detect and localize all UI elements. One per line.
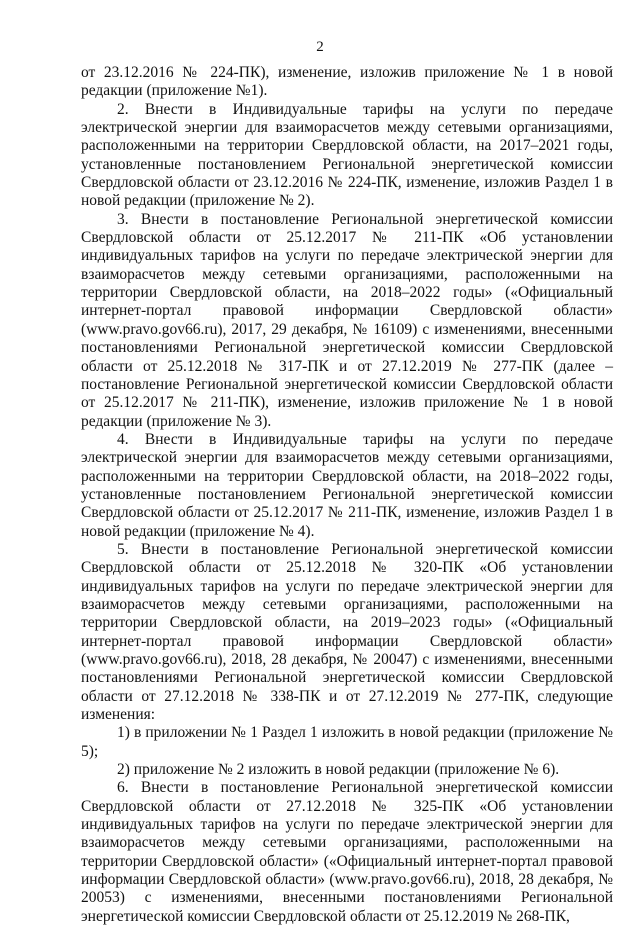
page-number: 2: [316, 39, 324, 55]
paragraph-subitem-2: 2) приложение № 2 изложить в новой редакции (приложение № 6).: [117, 761, 560, 779]
paragraph-subitem-1: 1) в приложении № 1 Раздел 1 изложить в новой редакции (приложение № 5);: [81, 724, 613, 760]
paragraph-item-2: 2. Внести в Индивидуальные тарифы на услуги по передаче электрической энергии для взаиморасчетов между сетевыми организациями, расположенными на территории Свердловской области, на 2017–2021 годы, установленные постановлением Региональной энергетической комиссии Свердловской области от 23.12.2016 № 224-ПК, изменение, изложив Раздел 1 в новой редакции (приложение № 2).: [81, 100, 613, 210]
paragraph-item-3: 3. Внести в постановление Региональной энергетической комиссии Свердловской области от 25.12.2017 № 211-ПК «Об установлении индивидуальных тарифов на услуги по передаче электрической энергии для взаиморасчетов между сетевыми организациями, расположенными на территории Свердловской области, на 2018–2022 годы» («Официальный интернет-портал правовой информации Свердловской области» (www.pravo.gov66.ru), 2017, 29 декабря, № 16109) с изменениями, внесенными постановлениями Региональной энергетической комиссии Свердловской области от 25.12.2018 № 317-ПК и от 27.12.2019 № 277-ПК (далее – постановление Региональной энергетической комиссии Свердловской области от 25.12.2017 № 211-ПК), изменение, изложив приложение № 1 в новой редакции (приложение № 3).: [81, 210, 613, 430]
paragraph-item-5: 5. Внести в постановление Региональной энергетической комиссии Свердловской области от 25.12.2018 № 320-ПК «Об установлении индивидуальных тарифов на услуги по передаче электрической энергии для взаиморасчетов между сетевыми организациями, расположенными на территории Свердловской области, на 2019–2023 годы» («Официальный интернет-портал правовой информации Свердловской области» (www.pravo.gov66.ru), 2018, 28 декабря, № 20047) с изменениями, внесенными постановлениями Региональной энергетической комиссии Свердловской области от 27.12.2018 № 338-ПК и от 27.12.2019 № 277-ПК, следующие изменения:: [81, 540, 613, 724]
document-body: [81, 64, 613, 926]
paragraph-continuation: от 23.12.2016 № 224-ПК), изменение, изложив приложение № 1 в новой редакции (приложение №1).: [81, 64, 613, 100]
paragraph-item-6: 6. Внести в постановление Региональной энергетической комиссии Свердловской области от 27.12.2018 № 325-ПК «Об установлении индивидуальных тарифов на услуги по передаче электрической энергии для взаиморасчетов между сетевыми организациями, расположенными на территории Свердловской области» («Официальный интернет-портал правовой информации Свердловской области» (www.pravo.gov66.ru), 2018, 28 декабря, № 20053) с изменениями, внесенными постановлениями Региональной энергетической комиссии Свердловской области от 25.12.2019 № 268-ПК,: [81, 779, 613, 925]
paragraph-item-4: 4. Внести в Индивидуальные тарифы на услуги по передаче электрической энергии для взаиморасчетов между сетевыми организациями, расположенными на территории Свердловской области, на 2018–2022 годы, установленные постановлением Региональной энергетической комиссии Свердловской области от 25.12.2017 № 211-ПК, изменение, изложив Раздел 1 в новой редакции (приложение № 4).: [81, 430, 613, 540]
